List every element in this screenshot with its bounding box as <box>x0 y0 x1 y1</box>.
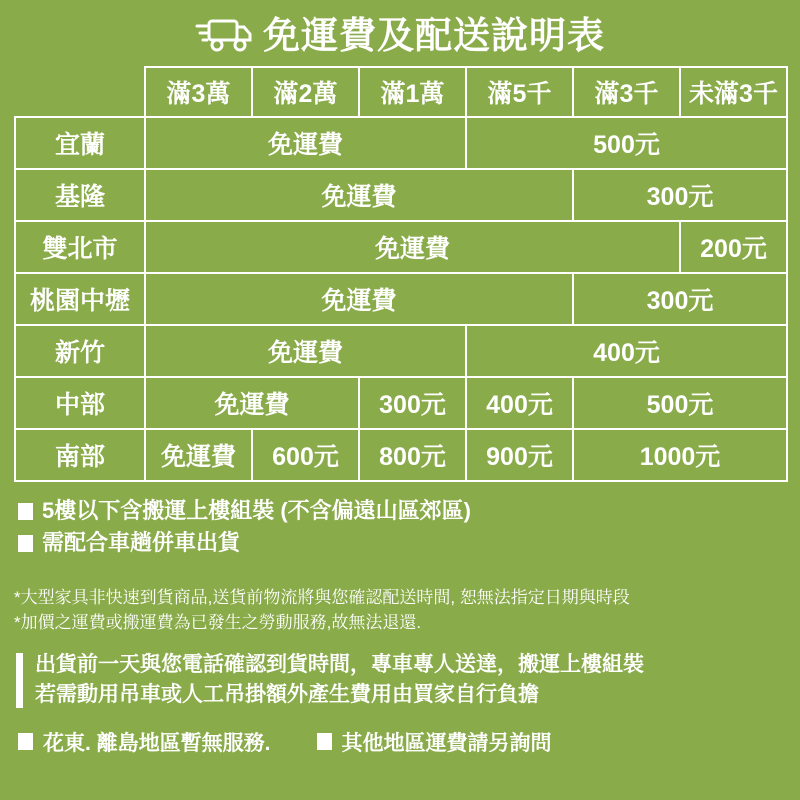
table-row <box>15 221 787 273</box>
table-row-header: 雙北市 <box>15 221 145 273</box>
table-cell: 300元 <box>573 169 787 221</box>
table-row <box>15 169 787 221</box>
note-text: 需配合車趟併車出貨 <box>42 530 241 556</box>
table-cell: 900元 <box>466 429 573 481</box>
table-cell: 400元 <box>466 325 787 377</box>
table-row <box>15 273 787 325</box>
footnote-text: *加價之運費或搬運費為已發生之勞動服務,故無法退還. <box>14 613 422 633</box>
square-bullet-icon <box>317 733 332 750</box>
list-item <box>18 530 782 556</box>
table-col-header: 滿3萬 <box>145 67 252 117</box>
table-corner-cell <box>15 67 145 117</box>
square-bullet-icon <box>18 733 33 750</box>
table-cell: 500元 <box>466 117 787 169</box>
table-cell: 400元 <box>466 377 573 429</box>
notes-list <box>0 482 800 557</box>
note-text: 5樓以下含搬運上樓組裝 (不含偏遠山區郊區) <box>42 498 472 523</box>
bottom-note-row <box>0 711 800 757</box>
table-cell: 免運費 <box>145 325 466 377</box>
table-row-header: 基隆 <box>15 169 145 221</box>
table-row <box>15 117 787 169</box>
bottom-note-left: 花東. 離島地區暫無服務. <box>43 731 271 755</box>
footnote-text: *大型家具非快速到貨商品,送貨前物流將與您確認配送時間, 恕無法指定日期與時段 <box>14 587 630 607</box>
table-cell: 免運費 <box>145 221 680 273</box>
table-cell: 300元 <box>359 377 466 429</box>
shipping-fee-table <box>14 66 788 482</box>
table-row-header: 中部 <box>15 377 145 429</box>
table-col-header: 滿2萬 <box>252 67 359 117</box>
table-col-header: 未滿3千 <box>680 67 787 117</box>
table-header <box>15 67 787 117</box>
fee-table-wrap <box>0 66 800 482</box>
table-row-header: 南部 <box>15 429 145 481</box>
table-col-header: 滿3千 <box>573 67 680 117</box>
table-cell: 免運費 <box>145 429 252 481</box>
table-cell: 600元 <box>252 429 359 481</box>
table-cell: 200元 <box>680 221 787 273</box>
table-cell: 免運費 <box>145 117 466 169</box>
table-cell: 800元 <box>359 429 466 481</box>
table-row-header: 桃園中壢 <box>15 273 145 325</box>
table-cell: 免運費 <box>145 273 573 325</box>
footnotes <box>0 563 800 636</box>
vertical-bar-icon <box>16 653 23 708</box>
table-row <box>15 377 787 429</box>
emphasis-text: 若需動用吊車或人工吊掛額外產生費用由買家自行負擔 <box>35 683 539 707</box>
truck-icon <box>195 15 253 55</box>
table-row <box>15 429 787 481</box>
page-title-row <box>0 0 800 66</box>
square-bullet-icon <box>18 503 33 520</box>
table-header-row <box>15 67 787 117</box>
table-cell: 免運費 <box>145 169 573 221</box>
page-title: 免運費及配送說明表 <box>263 14 605 56</box>
table-cell: 免運費 <box>145 377 359 429</box>
table-cell: 300元 <box>573 273 787 325</box>
emphasis-block <box>0 636 800 711</box>
emphasis-text: 出貨前一天與您電話確認到貨時間，專車專人送達，搬運上樓組裝 <box>35 652 644 676</box>
list-item <box>18 498 782 524</box>
emphasis-lines <box>35 650 644 711</box>
table-body <box>15 117 787 481</box>
table-col-header: 滿1萬 <box>359 67 466 117</box>
table-cell: 1000元 <box>573 429 787 481</box>
table-col-header: 滿5千 <box>466 67 573 117</box>
square-bullet-icon <box>18 535 33 552</box>
table-row <box>15 325 787 377</box>
table-cell: 500元 <box>573 377 787 429</box>
table-row-header: 新竹 <box>15 325 145 377</box>
bottom-note-right: 其他地區運費請另詢問 <box>341 731 552 755</box>
table-row-header: 宜蘭 <box>15 117 145 169</box>
